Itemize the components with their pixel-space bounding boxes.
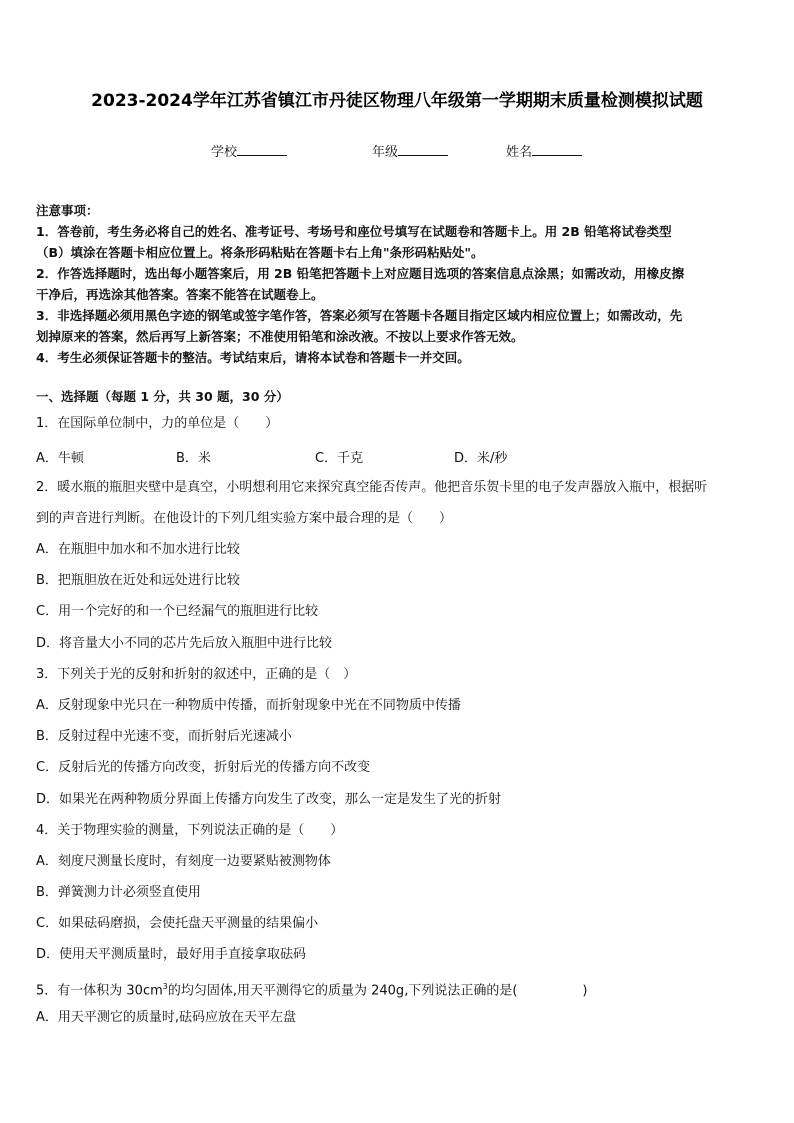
- cubic-superscript: 3: [162, 982, 168, 991]
- school-label: 学校: [211, 145, 238, 160]
- question-2-stem-line: 到的声音进行判断。在他设计的下列几组实验方案中最合理的是（ ）: [36, 511, 453, 526]
- notice-line: 4．考生必须保证答题卡的整洁。考试结束后，请将本试卷和答题卡一并交回。: [36, 350, 470, 365]
- question-3-stem: 3．下列关于光的反射和折射的叙述中，正确的是（ ）: [36, 667, 357, 682]
- option-c: C．千克: [315, 451, 364, 466]
- question-5-stem: [36, 977, 766, 1001]
- notice-line: 3．非选择题必须用黑色字迹的钢笔或签字笔作答，答案必须写在答题卡各题目指定区域内相应位置上；如需改动，先: [36, 308, 683, 323]
- name-blank[interactable]: [532, 142, 582, 156]
- option-c: C．如果砝码磨损，会使托盘天平测量的结果偏小: [36, 916, 319, 931]
- option-d: D．如果光在两种物质分界面上传播方向发生了改变，那么一定是发生了光的折射: [36, 792, 502, 807]
- option-d: D．将音量大小不同的芯片先后放入瓶胆中进行比较: [36, 636, 333, 651]
- option-c: C．反射后光的传播方向改变，折射后光的传播方向不改变: [36, 760, 371, 775]
- notice-line: 1．答卷前，考生务必将自己的姓名、准考证号、考场号和座位号填写在试题卷和答题卡上。用 2B 铅笔将试卷类型: [36, 224, 672, 239]
- option-d: D．使用天平测质量时，最好用手直接拿取砝码: [36, 947, 307, 962]
- notice-block: [36, 200, 758, 368]
- section-heading: 一、选择题（每题 1 分，共 30 题，30 分）: [36, 389, 289, 404]
- page-title: 2023-2024学年江苏省镇江市丹徒区物理八年级第一学期期末质量检测模拟试题: [91, 91, 703, 111]
- notice-line: 划掉原来的答案，然后再写上新答案；不准使用铅笔和涂改液。不按以上要求作答无效。: [36, 329, 524, 344]
- notice-line: 2．作答选择题时，选出每小题答案后，用 2B 铅笔把答题卡上对应题目选项的答案信息点涂黑；如需改动，用橡皮擦: [36, 266, 685, 281]
- school-blank[interactable]: [237, 142, 287, 156]
- option-c: C．用一个完好的和一个已经漏气的瓶胆进行比较: [36, 604, 319, 619]
- school-field: [211, 141, 287, 160]
- option-d: D．米/秒: [454, 451, 508, 466]
- grade-field: [372, 141, 448, 160]
- notice-line: 干净后，再选涂其他答案。答案不能答在试题卷上。: [36, 287, 324, 302]
- option-a: A．牛顿: [36, 451, 84, 466]
- option-b: B．把瓶胆放在近处和远处进行比较: [36, 573, 240, 588]
- name-label: 姓名: [506, 145, 533, 160]
- notice-heading: 注意事项：: [36, 203, 99, 218]
- option-b: B．反射过程中光速不变，而折射后光速减小: [36, 729, 292, 744]
- question-5-stem-end: 的均匀固体,用天平测得它的质量为 240g,下列说法正确的是( ): [167, 983, 588, 999]
- option-b: B．弹簧测力计必须竖直使用: [36, 885, 201, 900]
- option-a: A．反射现象中光只在一种物质中传播，而折射现象中光在不同物质中传播: [36, 698, 461, 713]
- option-b: B．米: [176, 451, 211, 466]
- notice-line: （B）填涂在答题卡相应位置上。将条形码粘贴在答题卡右上角"条形码粘贴处"。: [36, 245, 484, 260]
- question-5-stem-start: 5．有一体积为 30cm: [36, 983, 163, 999]
- question-2-stem-line: 2．暖水瓶的瓶胆夹壁中是真空，小明想利用它来探究真空能否传声。他把音乐贺卡里的电子发声器放入瓶中，根据听: [36, 480, 708, 495]
- grade-label: 年级: [372, 145, 399, 160]
- grade-blank[interactable]: [398, 142, 448, 156]
- question-1-stem: 1．在国际单位制中，力的单位是（ ）: [36, 416, 279, 431]
- option-a: A．用天平测它的质量时,砝码应放在天平左盘: [36, 1010, 297, 1025]
- option-a: A．在瓶胆中加水和不加水进行比较: [36, 542, 240, 557]
- option-a: A．刻度尺测量长度时，有刻度一边要紧贴被测物体: [36, 854, 331, 869]
- question-4-stem: 4．关于物理实验的测量，下列说法正确的是（ ）: [36, 823, 344, 838]
- name-field: [506, 141, 582, 160]
